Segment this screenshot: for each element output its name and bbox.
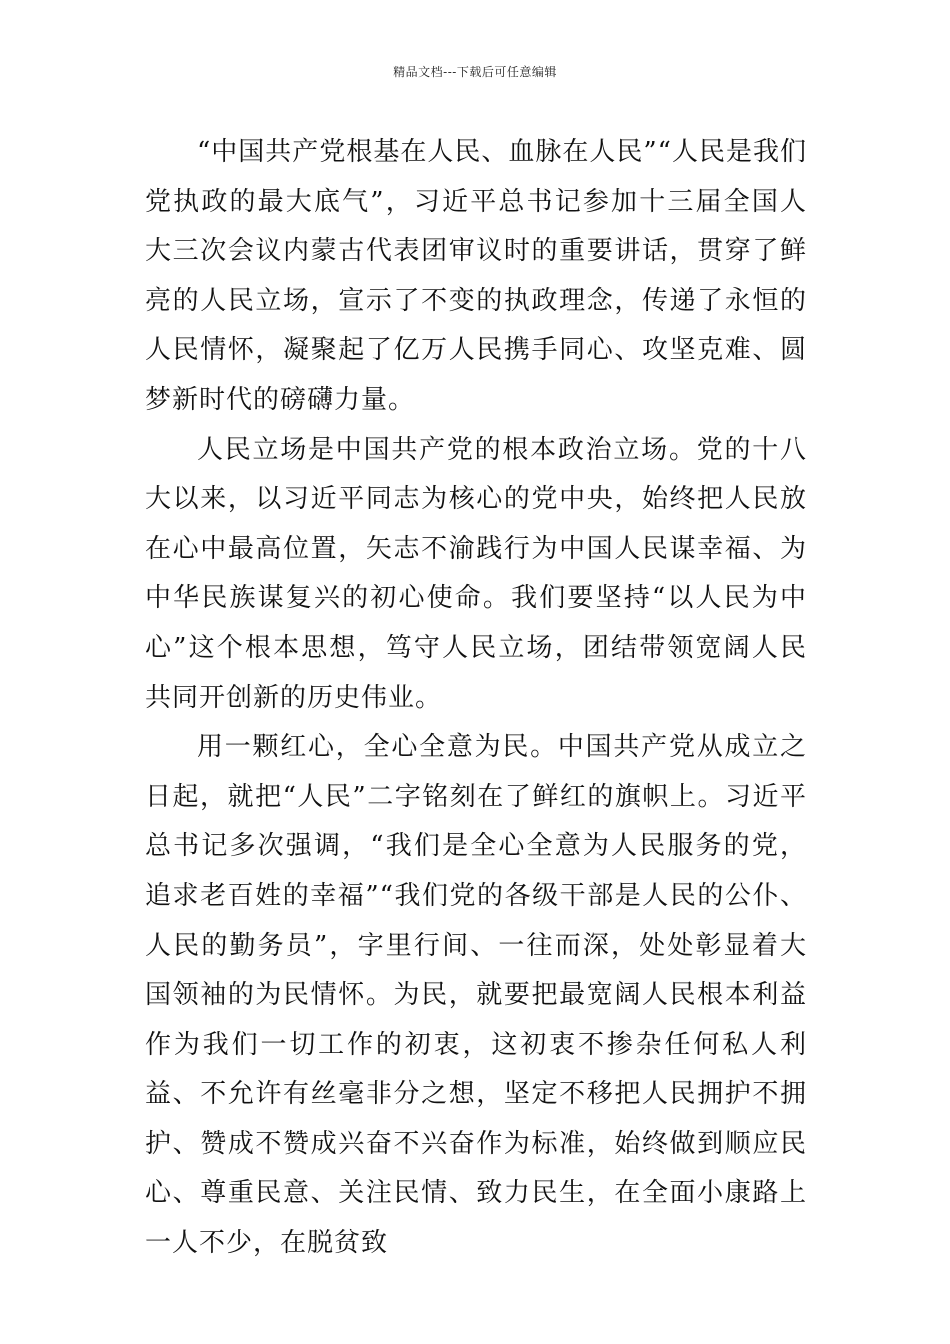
paragraph-1: “中国共产党根基在人民、血脉在人民”“人民是我们党执政的最大底气”，习近平总书记参加十三届全国人大三次会议内蒙古代表团审议时的重要讲话，贯穿了鲜亮的人民立场，宣示了不变的执政理念，传递了永恒的人民情怀，凝聚起了亿万人民携手同心、攻坚克难、圆梦新时代的磅礴力量。: [145, 137, 807, 415]
page-header: 精品文档---下载后可任意编辑: [393, 65, 557, 79]
document-body: [145, 128, 807, 1269]
paragraph-3: 用一颗红心，全心全意为民。中国共产党从成立之日起，就把“人民”二字铭刻在了鲜红的旗帜上。习近平总书记多次强调，“我们是全心全意为人民服务的党，追求老百姓的幸福”“我们党的各级干部是人民的公仆、人民的勤务员”，字里行间、一往而深，处处彰显着大国领袖的为民情怀。为民，就要把最宽阔人民根本利益作为我们一切工作的初衷，这初衷不掺杂任何私人利益、不允许有丝毫非分之想，坚定不移把人民拥护不拥护、赞成不赞成兴奋不兴奋作为标准，始终做到顺应民心、尊重民意、关注民情、致力民生，在全面小康路上一人不少，在脱贫致: [145, 732, 807, 1259]
paragraph-2: 人民立场是中国共产党的根本政治立场。党的十八大以来，以习近平同志为核心的党中央，始终把人民放在心中最高位置，矢志不渝践行为中国人民谋幸福、为中华民族谋复兴的初心使命。我们要坚持“以人民为中心”这个根本思想，笃守人民立场，团结带领宽阔人民共同开创新的历史伟业。: [145, 434, 807, 713]
